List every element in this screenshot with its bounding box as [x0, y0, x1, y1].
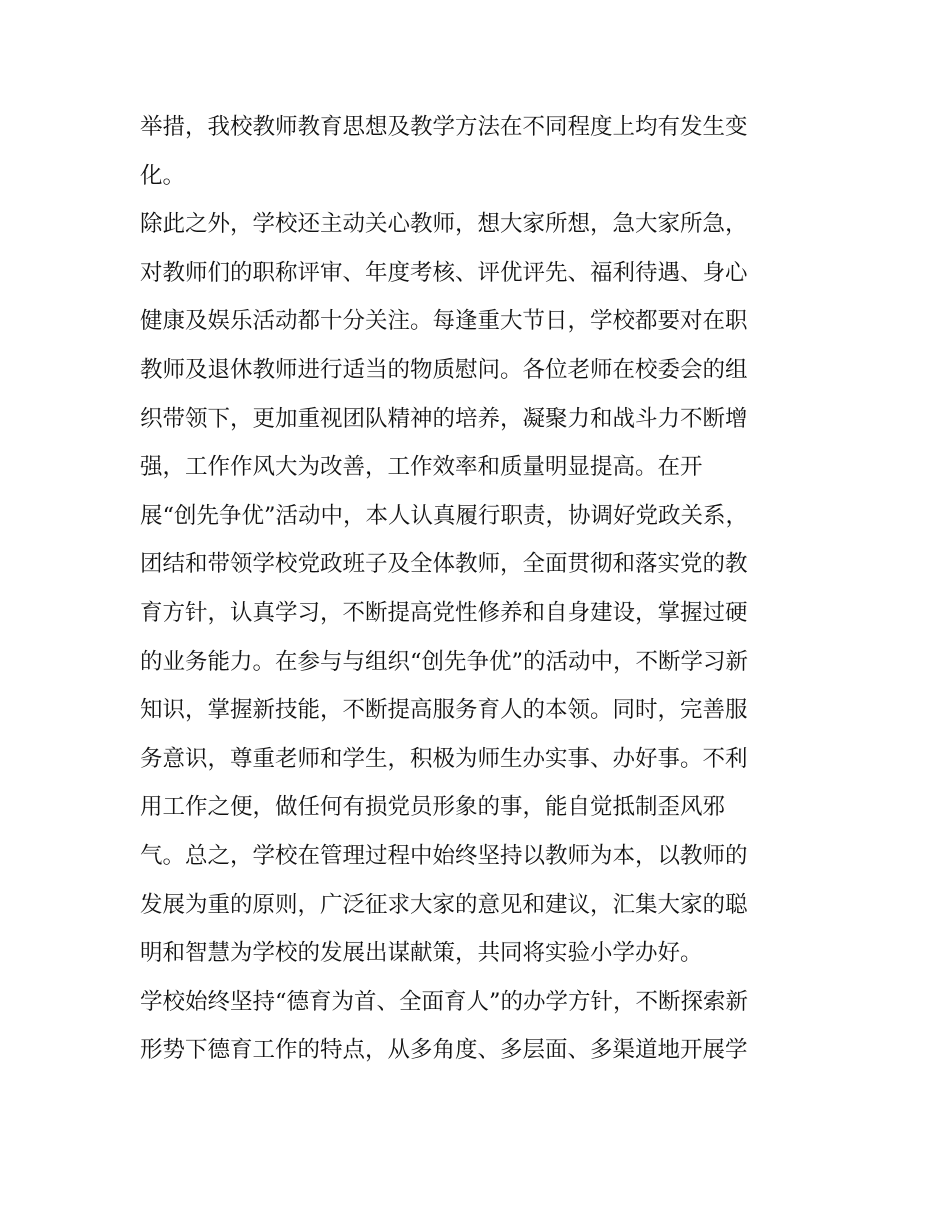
text-line: 的业务能力。在参与与组织“创先争优”的活动中，不断学习新 — [140, 648, 749, 675]
text-line: 务意识，尊重老师和学生，积极为师生办实事、办好事。不利 — [140, 745, 748, 772]
text-line: 形势下德育工作的特点，从多角度、多层面、多渠道地开展学 — [140, 1037, 748, 1064]
text-line: 气。总之，学校在管理过程中始终坚持以教师为本，以教师的 — [140, 842, 748, 869]
text-line: 团结和带领学校党政班子及全体教师，全面贯彻和落实党的教 — [140, 551, 748, 578]
text-line: 织带领下，更加重视团队精神的培养，凝聚力和战斗力不断增 — [140, 405, 748, 432]
text-line: 知识，掌握新技能，不断提高服务育人的本领。同时，完善服 — [140, 697, 748, 724]
text-line: 发展为重的原则，广泛征求大家的意见和建议，汇集大家的聪 — [140, 891, 748, 918]
text-line: 化。 — [140, 162, 186, 189]
text-line: 举措，我校教师教育思想及教学方法在不同程度上均有发生变 — [140, 114, 748, 140]
text-line: 强，工作作风大为改善，工作效率和质量明显提高。在开 — [140, 454, 703, 481]
text-line: 健康及娱乐活动都十分关注。每逢重大节日，学校都要对在职 — [140, 308, 748, 335]
text-line: 学校始终坚持“德育为首、全面育人”的办学方针，不断探索新 — [140, 988, 749, 1015]
text-line: 明和智慧为学校的发展出谋献策，共同将实验小学办好。 — [140, 940, 703, 967]
text-line: 教师及退休教师进行适当的物质慰问。各位老师在校委会的组 — [140, 356, 748, 383]
body-text — [140, 103, 820, 1075]
text-line: 用工作之便，做任何有损党员形象的事，能自觉抵制歪风邪 — [140, 794, 726, 821]
text-line: 育方针，认真学习，不断提高党性修养和自身建设，掌握过硬 — [140, 599, 748, 626]
text-line: 除此之外，学校还主动关心教师，想大家所想，急大家所急， — [140, 211, 748, 238]
text-line: 对教师们的职称评审、年度考核、评优评先、福利待遇、身心 — [140, 259, 748, 286]
text-line: 展“创先争优”活动中，本人认真履行职责，协调好党政关系， — [140, 502, 749, 529]
